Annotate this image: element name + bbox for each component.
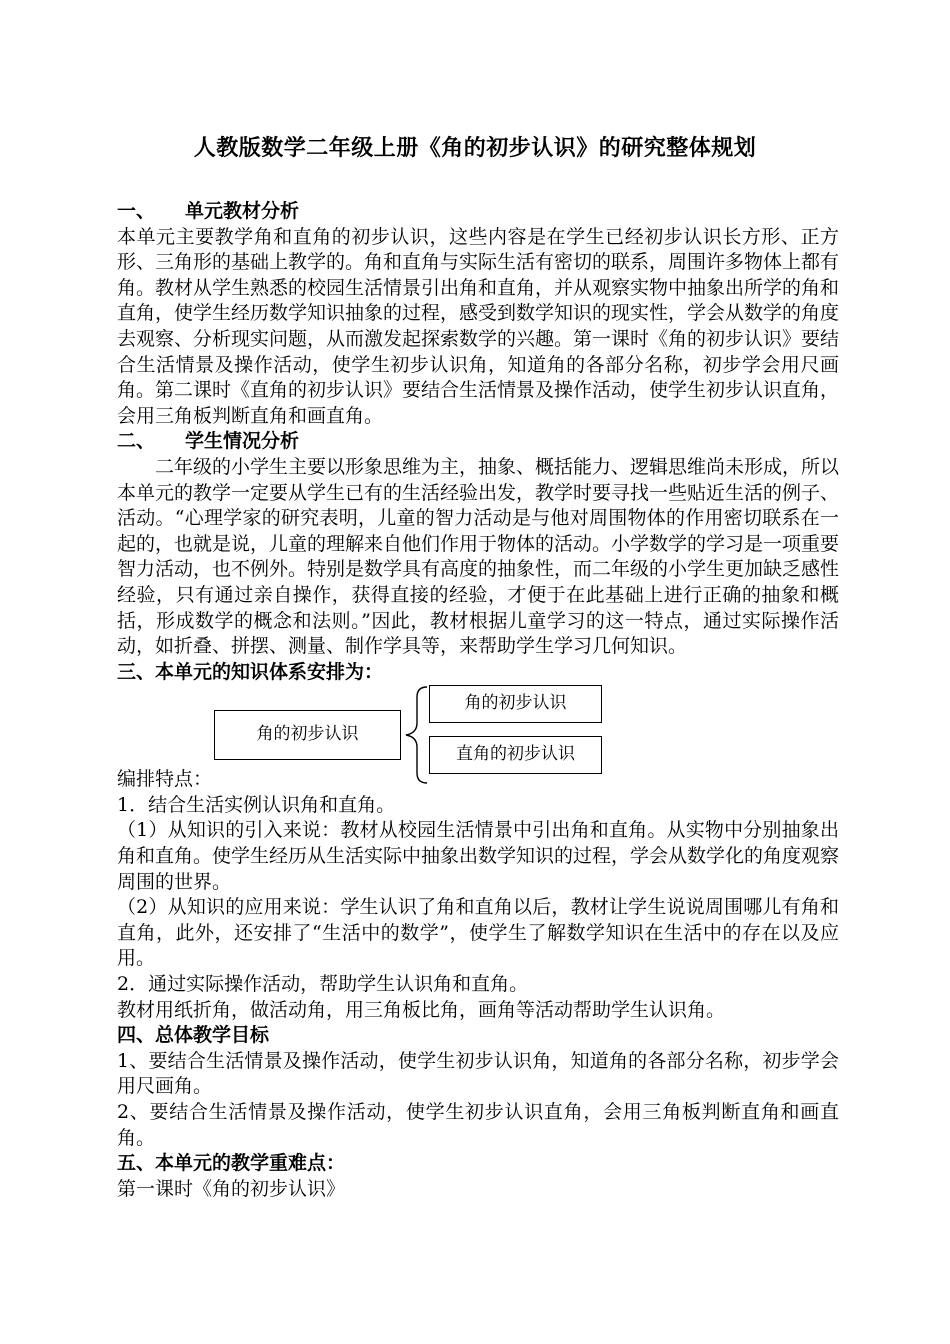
feature-item-1b: （2）从知识的应用来说：学生认识了角和直角以后，教材让学生说说周围哪儿有角和直角，此外，还安排了“生活中的数学”，使学生了解数学知识在生活中的存在以及应用。 — [117, 896, 839, 970]
feature-item-1a: （1）从知识的引入来说：教材从校园生活情景中引出角和直角。从实物中分别抽象出角和直角。使学生经历从生活实际中抽象出数学知识的过程，学会从数学化的角度观察周围的世界。 — [117, 819, 840, 893]
diagram-child-label-1: 角的初步认识 — [464, 693, 567, 714]
knowledge-diagram — [117, 685, 839, 767]
section2-number: 二、 — [117, 430, 156, 453]
section1-title: 单元教材分析 — [185, 200, 300, 222]
section4-heading: 四、总体教学目标 — [117, 1024, 270, 1047]
section3-heading: 三、本单元的知识体系安排为： — [117, 660, 384, 683]
goal-2: 2、要结合生活情景及操作活动，使学生初步认识直角，会用三角板判断直角和画直角。 — [117, 1101, 839, 1149]
document-body — [117, 199, 839, 1202]
section1-paragraph: 本单元主要教学角和直角的初步认识，这些内容是在学生已经初步认识长方形、正方形、三角形的基础上教学的。角和直角与实际生活有密切的联系，周围许多物体上都有角。教材从学生熟悉的校园生活情景引出角和直角，并从观察实物中抽象出所学的角和直角，使学生经历数学知识抽象的过程，感受到数学知识的现实性，学会从数学的角度去观察、分析现实问题，从而激发起探索数学的兴趣。第一课时《角的初步认识》要结合生活情景及操作活动，使学生初步认识角，知道角的各部分名称，初步学会用尺画角。第二课时《直角的初步认识》要结合生活情景及操作活动，使学生初步认识直角，会用三角板判断直角和画直角。 — [117, 225, 840, 427]
diagram-main-label: 角的初步认识 — [256, 724, 359, 745]
section1-number: 一、 — [117, 200, 156, 222]
document-title: 人教版数学二年级上册《角的初步认识》的研究整体规划 — [193, 136, 757, 161]
curly-brace-icon — [401, 685, 431, 785]
goal-1: 1、要结合生活情景及操作活动，使学生初步认识角，知道角的各部分名称，初步学会用尺画角。 — [117, 1049, 839, 1098]
section1-heading — [117, 199, 839, 225]
section5-line1: 第一课时《角的初步认识》 — [117, 1177, 346, 1200]
section2-paragraph: 二年级的小学生主要以形象思维为主，抽象、概括能力、逻辑思维尚未形成，所以本单元的教学一定要从学生已有的生活经验出发，教学时要寻找一些贴近生活的例子、活动。“心理学家的研究表明，儿童的智力活动是与他对周围物体的作用密切联系在一起的，也就是说，儿童的理解来自他们作用于物体的活动。小学数学的学习是一项重要智力活动，也不例外。特别是数学具有高度的抽象性，而二年级的小学生更加缺乏感性经验，只有通过亲自操作，获得直接的经验，才便于在此基础上进行正确的抽象和概括，形成数学的概念和法则。”因此，教材根据儿童学习的这一特点，通过实际操作活动，如折叠、拼摆、测量、制作学具等，来帮助学生学习几何知识。 — [117, 455, 840, 658]
section2-heading — [117, 429, 839, 455]
features-label: 编排特点： — [117, 768, 213, 791]
feature-item-1: 1．结合生活实例认识角和直角。 — [117, 793, 396, 816]
section5-heading: 五、本单元的教学重难点： — [117, 1152, 346, 1175]
diagram-main-box — [214, 710, 401, 760]
feature-item-2: 2．通过实际操作活动，帮助学生认识角和直角。 — [117, 973, 529, 996]
diagram-child-label-2: 直角的初步认识 — [456, 744, 575, 765]
diagram-child-box-2 — [429, 736, 602, 774]
feature-item-2a: 教材用纸折角，做活动角，用三角板比角，画角等活动帮助学生认识角。 — [117, 998, 726, 1021]
diagram-child-box-1 — [429, 685, 602, 723]
section2-title: 学生情况分析 — [185, 430, 300, 453]
